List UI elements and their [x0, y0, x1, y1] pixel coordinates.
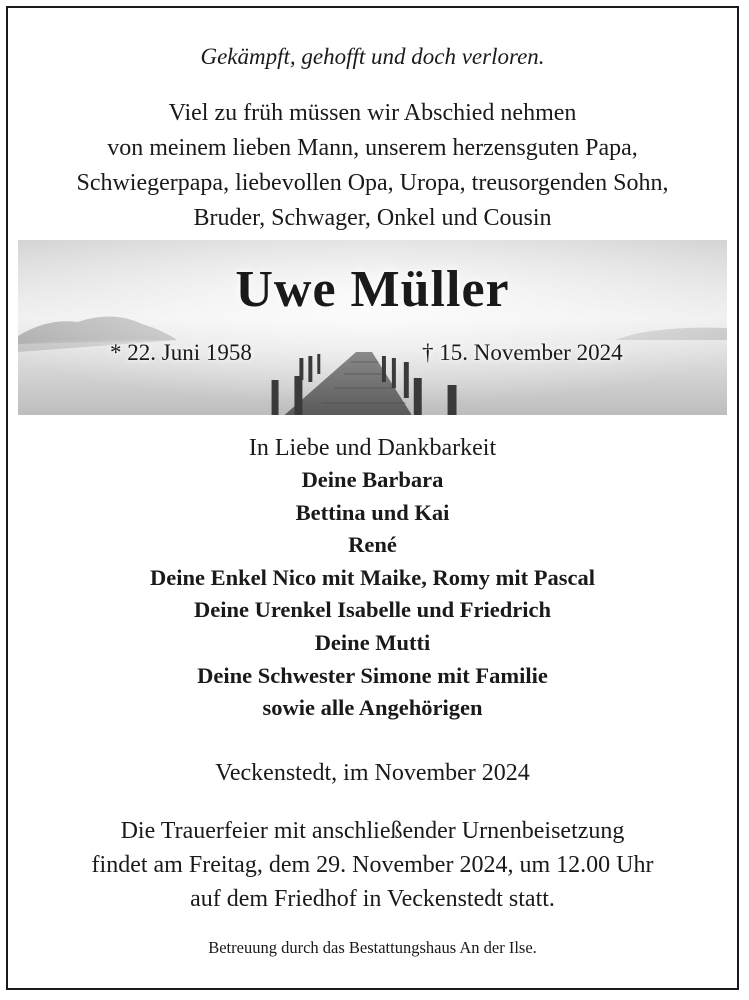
birth-date: * 22. Juni 1958 [110, 340, 252, 365]
death-date: † 15. November 2024 [422, 340, 623, 365]
funeral-line: findet am Freitag, dem 29. November 2024, um 12.00 Uhr [91, 852, 654, 878]
deceased-name: Uwe Müller [235, 261, 510, 318]
mourner: Deine Enkel Nico mit Maike, Romy mit Pascal [150, 564, 595, 590]
memorial-banner [18, 240, 727, 415]
funeral-line: Die Trauerfeier mit anschließender Urnenbeisetzung [120, 818, 625, 844]
intro-text [8, 96, 737, 236]
mourner: René [348, 532, 397, 558]
funeral-line: auf dem Friedhof in Veckenstedt statt. [190, 886, 555, 912]
undertaker-note: Betreuung durch das Bestattungshaus An der Ilse. [208, 938, 537, 957]
mourner: Deine Mutti [314, 629, 431, 655]
place-date: Veckenstedt, im November 2024 [215, 760, 530, 786]
mourner: Deine Schwester Simone mit Familie [197, 662, 548, 688]
intro-line: Bruder, Schwager, Onkel und Cousin [193, 205, 552, 231]
intro-line: von meinem lieben Mann, unserem herzensguten Papa, [107, 135, 638, 161]
intro-line: Schwiegerpapa, liebevollen Opa, Uropa, treusorgenden Sohn, [76, 170, 669, 196]
mourner: sowie alle Angehörigen [262, 695, 483, 721]
mourner: Deine Urenkel Isabelle und Friedrich [193, 597, 552, 623]
mourner: Bettina und Kai [295, 499, 450, 525]
intro-line: Viel zu früh müssen wir Abschied nehmen [168, 100, 577, 126]
closing-phrase: In Liebe und Dankbarkeit [248, 435, 497, 461]
funeral-details [8, 814, 737, 916]
motto: Gekämpft, gehofft und doch verloren. [200, 44, 545, 69]
obituary-card [6, 6, 739, 990]
mourners-list [8, 464, 737, 725]
mourner: Deine Barbara [301, 467, 444, 492]
